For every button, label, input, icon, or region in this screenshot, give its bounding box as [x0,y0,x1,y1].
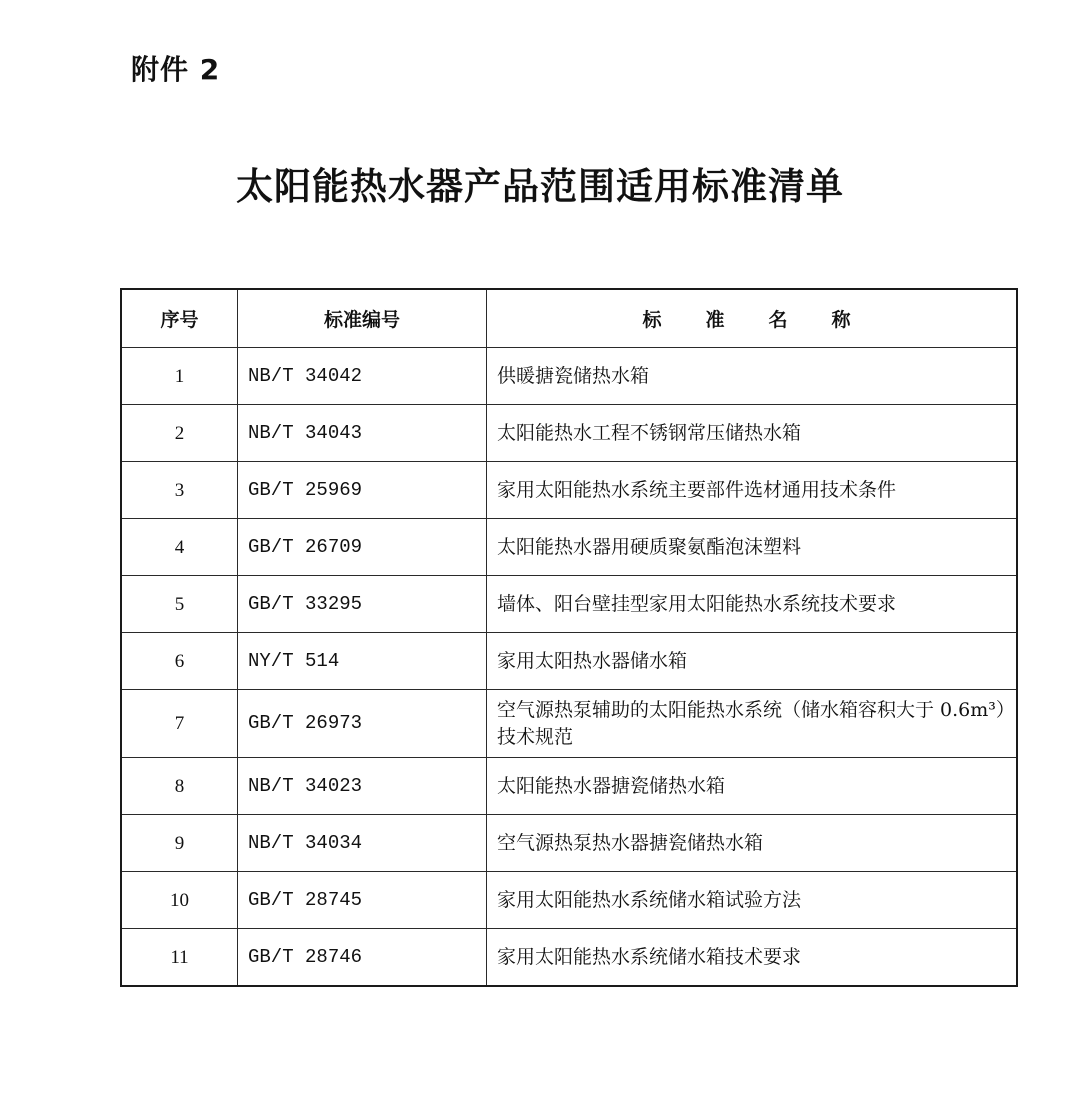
row-serial-number: 9 [121,815,238,872]
row-serial-number: 4 [121,519,238,576]
table-row [121,405,1017,462]
header-standard-code: 标准编号 [238,289,487,348]
row-standard-code: GB/T 26973 [238,690,487,758]
row-standard-code: NB/T 34042 [238,348,487,405]
row-standard-name: 太阳能热水器搪瓷储热水箱 [487,758,1018,815]
row-standard-name: 供暖搪瓷储热水箱 [487,348,1018,405]
row-standard-code: GB/T 26709 [238,519,487,576]
attachment-label: 附件 2 [131,53,221,86]
row-standard-code: GB/T 25969 [238,462,487,519]
row-standard-name: 家用太阳能热水系统储水箱试验方法 [487,872,1018,929]
row-standard-code: GB/T 28745 [238,872,487,929]
row-standard-name: 空气源热泵热水器搪瓷储热水箱 [487,815,1018,872]
table-row [121,576,1017,633]
standards-table [120,288,1018,987]
table-row [121,462,1017,519]
row-standard-name: 家用太阳能热水系统储水箱技术要求 [487,929,1018,987]
row-serial-number: 3 [121,462,238,519]
row-standard-code: NY/T 514 [238,633,487,690]
table-row [121,815,1017,872]
row-serial-number: 7 [121,690,238,758]
row-standard-code: NB/T 34034 [238,815,487,872]
table-row [121,758,1017,815]
row-standard-code: GB/T 33295 [238,576,487,633]
table-row [121,633,1017,690]
row-standard-name: 家用太阳能热水系统主要部件选材通用技术条件 [487,462,1018,519]
row-standard-code: GB/T 28746 [238,929,487,987]
row-standard-name: 太阳能热水工程不锈钢常压储热水箱 [487,405,1018,462]
table-row [121,872,1017,929]
row-serial-number: 10 [121,872,238,929]
row-serial-number: 2 [121,405,238,462]
row-standard-name: 空气源热泵辅助的太阳能热水系统（储水箱容积大于 0.6m³）技术规范 [487,690,1018,758]
row-serial-number: 11 [121,929,238,987]
table-row [121,929,1017,987]
header-serial-number: 序号 [121,289,238,348]
row-serial-number: 1 [121,348,238,405]
row-standard-code: NB/T 34023 [238,758,487,815]
row-standard-code: NB/T 34043 [238,405,487,462]
table-row [121,519,1017,576]
row-standard-name: 太阳能热水器用硬质聚氨酯泡沫塑料 [487,519,1018,576]
table-row [121,348,1017,405]
header-standard-name: 标准名称 [487,289,1018,348]
row-serial-number: 6 [121,633,238,690]
table-header-row [121,289,1017,348]
document-title: 太阳能热水器产品范围适用标准清单 [236,164,844,208]
row-standard-name: 墙体、阳台壁挂型家用太阳能热水系统技术要求 [487,576,1018,633]
row-serial-number: 8 [121,758,238,815]
table-row [121,690,1017,758]
row-standard-name: 家用太阳热水器储水箱 [487,633,1018,690]
row-serial-number: 5 [121,576,238,633]
